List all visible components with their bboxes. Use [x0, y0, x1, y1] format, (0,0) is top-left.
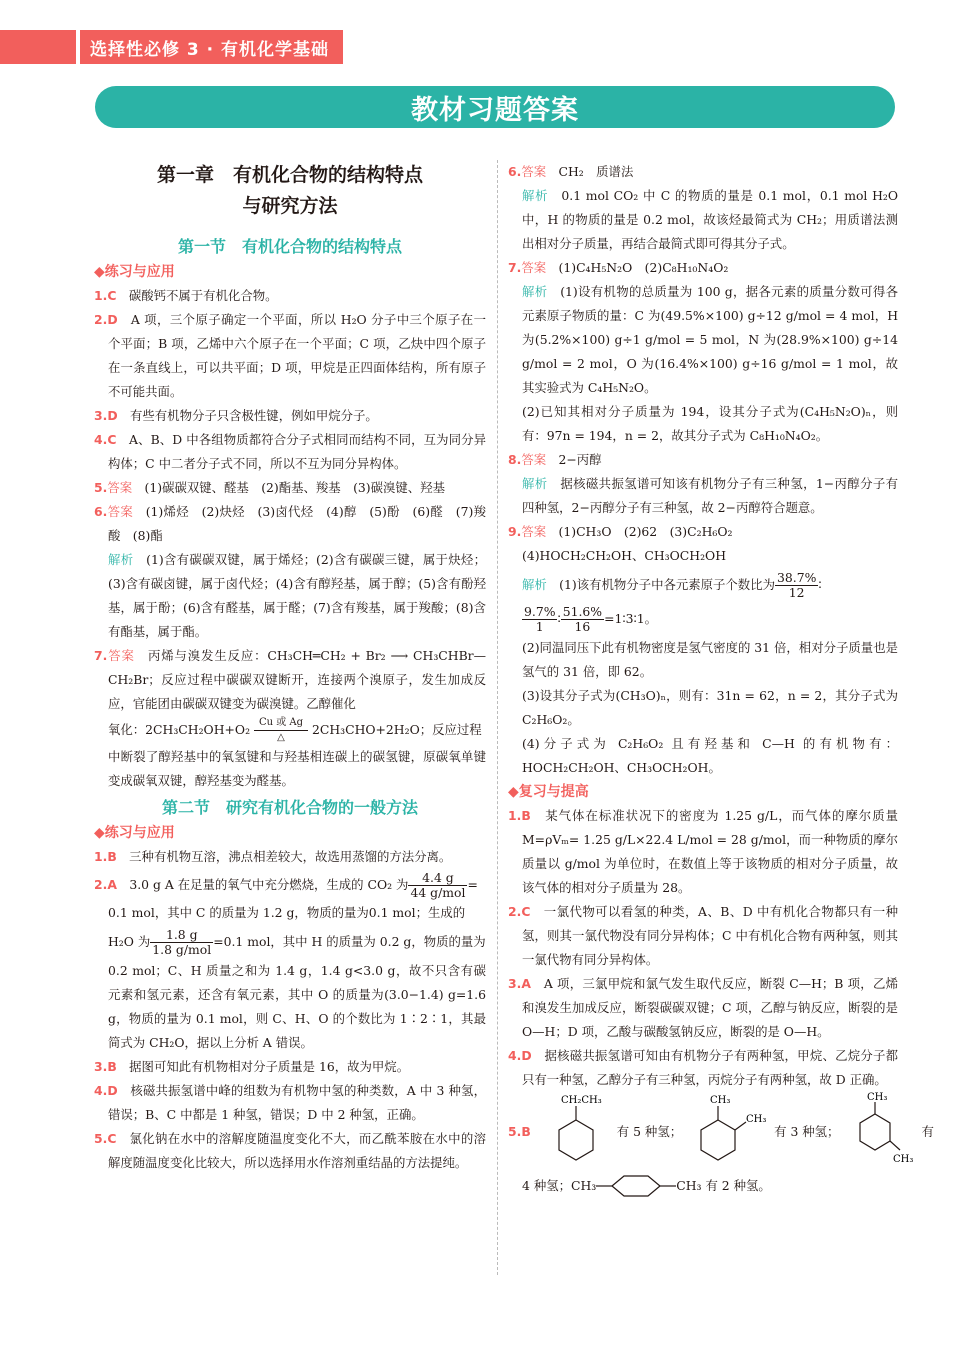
fraction-denominator: 1.8 g/mol [152, 942, 212, 957]
reaction-condition [254, 716, 308, 745]
answer-b2-line3 [94, 925, 486, 959]
answer-number: 3.D [94, 408, 118, 423]
benzene-ring [701, 1120, 735, 1160]
answer-tag: 答案 [521, 452, 547, 467]
answer-c8-explanation [508, 472, 898, 520]
fraction-denominator: 12 [788, 585, 805, 600]
substituent-label: CH₃ [867, 1092, 888, 1103]
answer-2 [94, 308, 486, 404]
answer-text: 一氯代物可以看氢的种类，A、B、D 中有机化合物都只有一种氢，则其一氯代物没有同分异构体；C 中有机化合物有两种氢，则其一氯代物有同分异构体。 [522, 904, 898, 967]
answer-text: (1)CH₃O (2)62 (3)C₂H₆O₂ [558, 524, 733, 539]
chapter-title-line2: 与研究方法 [242, 195, 338, 217]
answer-tag: 答案 [107, 480, 133, 495]
fraction-co2 [408, 871, 467, 900]
answer-b4 [94, 1079, 486, 1127]
book-title: 选择性必修 3 · 有机化学基础 [90, 39, 330, 60]
structure-note: 有 3 种氢； [774, 1124, 840, 1139]
ratio-result: =1∶3∶1。 [604, 611, 657, 626]
structure-note: CH₃ 有 2 种氢。 [676, 1178, 771, 1193]
explanation-tag: 解析 [522, 577, 547, 592]
answer-tag: 答案 [107, 504, 134, 519]
title-banner [95, 86, 895, 128]
fraction-c [775, 571, 818, 600]
answer-c6 [508, 160, 898, 184]
fraction-denominator: 1 [535, 619, 544, 634]
bond [890, 1141, 900, 1150]
benzene-ring [860, 1114, 890, 1150]
answer-c9-ratio [508, 602, 898, 636]
answer-3 [94, 404, 486, 428]
answer-6-explanation [94, 548, 486, 644]
benzene-ring [612, 1176, 660, 1196]
fraction-numerator: 38.7% [776, 570, 817, 585]
answer-number: 3.A [508, 976, 531, 991]
ratio-colon: ∶ [818, 577, 822, 592]
column-divider [497, 160, 498, 1275]
answer-1 [94, 284, 486, 308]
answer-tag: 答案 [107, 648, 135, 663]
answer-d5-tail [508, 1172, 898, 1200]
fraction-numerator: 9.7% [524, 604, 556, 619]
bond [735, 1122, 746, 1130]
answer-text: 3.0 g A 在足量的氧气中充分燃烧，生成的 CO₂ 为 [129, 877, 409, 892]
reaction-right: 2CH₃CHO+2H₂O；反应过程 [311, 722, 482, 737]
answer-b2 [94, 869, 486, 901]
answer-b3 [94, 1055, 486, 1079]
answer-7 [94, 644, 486, 716]
fraction-numerator: 51.6% [562, 604, 603, 619]
answer-text: A 项，三氯甲烷和氯气发生取代反应，断裂 C—H；B 项，乙烯和溴发生加成反应，断裂碳碳双键；C 项，乙醇与钠反应，断裂的是 O—H；D 项，乙酸与碳酸氢钠反应，断裂的是 O—H。 [522, 976, 899, 1039]
answer-7-reaction [94, 716, 486, 745]
answer-7-tail: 中断裂了醇羟基中的氧氢键和与羟基相连碳上的碳氢键，原碳氧单键变成碳氧双键，醇羟基变为醛基。 [108, 749, 486, 788]
answer-text: 据图可知此有机物相对分子质量是 16，故为甲烷。 [129, 1059, 410, 1074]
answer-tag: 答案 [521, 260, 547, 275]
answer-d2 [508, 900, 898, 972]
benzene-ring [559, 1120, 593, 1160]
answer-d1 [508, 804, 898, 900]
answer-c9-exp2: (2)同温同压下此有机物密度是氢气密度的 31 倍，相对分子质量也是氢气的 31 倍，即 62。 [522, 640, 898, 679]
explanation-text: (1)设有机物的总质量为 100 g，据各元素的质量分数可得各元素原子物质的量：C 为(49.5%×100) g÷12 g/mol = 4 mol，H 为(5.2%×100) g÷1 g/mol = 5 mol，N 为(28.9%×100) g÷14 g/mol = 2 mol，O 为(16.4%×100) g÷16 g/mol = 1 mol，故其实验式为 C₄H₅N₂O。 [522, 284, 899, 395]
substituent-label: CH₃ [710, 1095, 731, 1106]
answer-text: A 项，三个原子确定一个平面，所以 H₂O 分子中三个原子在一个平面；B 项，乙烯中六个原子在一个平面；C 项，乙炔中四个原子在一条直线上，可以共平面；D 项，甲烷是正四面体结构，所有原子不可能共面。 [108, 312, 487, 399]
explanation-tag: 解析 [522, 476, 548, 491]
fraction-h [522, 605, 557, 634]
answer-d5-structures [508, 1092, 934, 1172]
o-xylene-structure [688, 1092, 768, 1172]
section2-title: 第二节 研究有机化合物的一般方法 [161, 798, 418, 817]
section1-title: 第一节 有机化合物的结构特点 [177, 237, 402, 256]
answer-number: 2.A [94, 877, 117, 892]
answer-4 [94, 428, 486, 476]
substituent-label: CH₂CH₃ [560, 1095, 602, 1106]
equals-sign: = [467, 877, 478, 892]
answer-number: 4.D [94, 1083, 118, 1098]
answer-number: 5. [94, 480, 108, 495]
answer-c7-explanation [508, 280, 898, 400]
condition-catalyst: Cu 或 Ag [254, 716, 308, 731]
answer-number: 8. [508, 452, 522, 467]
answer-b1 [94, 845, 486, 869]
structure-note: 有 5 种氢； [616, 1124, 683, 1139]
answer-number: 2.D [94, 312, 118, 327]
answer-number: 5.B [508, 1124, 531, 1139]
answer-text: 三种有机物互溶，沸点相差较大，故选用蒸馏的方法分离。 [129, 849, 452, 864]
answer-c9-exp3: (3)设其分子式为(CH₃O)ₙ，则有：31n = 62，n = 2，其分子式为 C₂H₆O₂。 [522, 688, 898, 727]
reaction-left: 氧化：2CH₃CH₂OH+O₂ [108, 722, 251, 737]
explanation-tag: 解析 [522, 284, 548, 299]
answer-number: 7. [508, 260, 522, 275]
explanation-text: (1)该有机物分子中各元素原子个数比为 [559, 577, 775, 592]
answer-text: 有些有机物分子只含极性键，例如甲烷分子。 [130, 408, 378, 423]
answer-text: 据核磁共振氢谱可知由有机物分子有两种氢，甲烷、乙烷分子都只有一种氢，乙醇分子有三种氢，丙烷分子有两种氢，故 D 正确。 [522, 1048, 899, 1087]
answer-text: H₂O 为 [108, 934, 151, 949]
answer-text: (1)C₄H₅N₂O (2)C₈H₁₀N₄O₂ [558, 260, 729, 275]
ratio-colon: ∶ [557, 611, 561, 626]
condition-heat: △ [277, 732, 285, 743]
ethylbenzene-structure [541, 1092, 611, 1172]
fraction-o [561, 605, 604, 634]
answer-c9-exp4: (4)分子式为 C₂H₆O₂ 且有羟基和 C—H 的有机物有：HOCH₂CH₂OH、CH₃OCH₂OH。 [522, 736, 898, 775]
answer-c7 [508, 256, 898, 280]
chapter-title-line1: 第一章 有机化合物的结构特点 [156, 164, 423, 186]
answer-number: 1.C [94, 288, 117, 303]
answer-tag: 答案 [521, 164, 547, 179]
fraction-h2o [150, 928, 213, 957]
answer-number: 5.C [94, 1131, 117, 1146]
answer-text: (1)碳碳双键、醛基 (2)酯基、羧基 (3)碳溴键、羟基 [144, 480, 445, 495]
answer-number: 1.B [94, 849, 117, 864]
header-bar [0, 30, 343, 64]
explanation-tag: 解析 [108, 552, 134, 567]
answer-text: 氯化钠在水中的溶解度随温度变化不大，而乙酰苯胺在水中的溶解度随温度变化比较大，所以选择用水作溶剂重结晶的方法提纯。 [108, 1131, 487, 1170]
answer-number: 4.D [508, 1048, 532, 1063]
answer-c8 [508, 448, 898, 472]
answer-number: 6. [94, 504, 108, 519]
answer-text: 某气体在标准状况下的密度为 1.25 g/L，而气体的摩尔质量 M=ρVₘ= 1.25 g/L×22.4 L/mol = 28 g/mol，而一种物质的摩尔质量以 g/mol 为单位时，在数值上等于该物质的相对分子质量，故该气体的相对分子质量为 28。 [522, 808, 899, 895]
practice2-heading: ◆练习与应用 [94, 825, 175, 841]
fraction-numerator: 4.4 g [408, 871, 467, 886]
answer-text: 2−丙醇 [558, 452, 602, 467]
banner-title: 教材习题答案 [411, 94, 579, 126]
answer-number: 9. [508, 524, 522, 539]
explanation-text: (1)含有碳碳双键，属于烯烃；(2)含有碳碳三键，属于炔烃；(3)含有碳卤键，属于卤代烃；(4)含有醇羟基，属于醇；(5)含有酚羟基，属于酚；(6)含有醛基，属于醛；(7)含有羧基，属于羧酸；(8)含有酯基，属于酯。 [108, 552, 487, 639]
answer-d4 [508, 1044, 898, 1092]
answer-c9 [508, 520, 898, 544]
answer-number: 6. [508, 164, 522, 179]
answer-b2-line4: 0.2 mol；C、H 质量之和为 1.4 g，1.4 g<3.0 g，故不只含有碳元素和氢元素，还含有氧元素，其中 O 的质量为(3.0−1.4) g=1.6 g，物质的量为 0.1 mol，则 C、H、O 的个数比为 1∶2∶1，其最简式为 CH₂O，据以上分析 A 错误。 [108, 963, 486, 1050]
answer-number: 2.C [508, 904, 531, 919]
left-column [94, 160, 486, 1175]
answer-c7-explanation-2: (2)已知其相对分子质量为 194，设其分子式为(C₄H₅N₂O)ₙ，则有：97n = 194，n = 2，故其分子式为 C₈H₁₀N₄O₂。 [522, 404, 898, 443]
answer-c9-explanation [508, 568, 898, 602]
explanation-text: 据核磁共振氢谱可知该有机物分子有三种氢，1−丙醇分子有四种氢，2−丙醇分子有三种氢，故 2−丙醇符合题意。 [522, 476, 899, 515]
structure-note: 4 种氢；CH₃ [522, 1178, 597, 1193]
answer-text: A、B、D 中各组物质都符合分子式相同而结构不同，互为同分异构体；C 中二者分子式不同，所以不互为同分异构体。 [108, 432, 487, 471]
answer-text: 核磁共振氢谱中峰的组数为有机物中氢的种类数，A 中 3 种氢，错误；B、C 中都是 1 种氢，错误；D 中 2 种氢，正确。 [108, 1083, 487, 1122]
p-xylene-structure [596, 1172, 676, 1200]
answer-text: =0.1 mol，其中 H 的质量为 0.2 g，物质的量为 [213, 934, 486, 949]
explanation-tag: 解析 [522, 188, 549, 203]
review-heading: ◆复习与提高 [508, 784, 589, 800]
m-xylene-structure [845, 1092, 915, 1172]
answer-text: 丙烯与溴发生反应：CH₃CH═CH₂ + Br₂ ⟶ CH₃CHBr—CH₂Br；反应过程中碳碳双键断开，连接两个溴原子，发生加成反应，官能团由碳碳双键变为碳溴键。乙醇催化 [108, 648, 486, 711]
answer-5 [94, 476, 486, 500]
answer-number: 3.B [94, 1059, 117, 1074]
explanation-text: 0.1 mol CO₂ 中 C 的物质的量是 0.1 mol，0.1 mol H₂O 中，H 的物质的量是 0.2 mol，故该烃最简式为 CH₂；用质谱法测出相对分子质量，再结合最简式即可得其分子式。 [522, 188, 899, 251]
answer-d3 [508, 972, 898, 1044]
fraction-denominator: 44 g/mol [410, 885, 466, 900]
chapter-title [94, 160, 486, 222]
answer-number: 1.B [508, 808, 531, 823]
answer-tag: 答案 [521, 524, 547, 539]
practice1-heading: ◆练习与应用 [94, 264, 175, 280]
fraction-denominator: 16 [574, 619, 591, 634]
answer-text: 碳酸钙不属于有机化合物。 [128, 288, 278, 303]
header-divider [76, 30, 80, 64]
answer-text: CH₂ 质谱法 [558, 164, 634, 179]
answer-b5 [94, 1127, 486, 1175]
answer-b2-line2: 0.1 mol，其中 C 的质量为 1.2 g，物质的量为0.1 mol；生成的 [108, 905, 466, 920]
answer-c9-part4: (4)HOCH₂CH₂OH、CH₃OCH₂OH [522, 548, 727, 563]
right-column [508, 160, 934, 1200]
answer-c6-explanation [508, 184, 898, 256]
substituent-label: CH₃ [893, 1154, 914, 1165]
answer-number: 7. [94, 648, 108, 663]
substituent-label: CH₃ [746, 1114, 767, 1125]
structure-note: 有 [921, 1124, 934, 1139]
answer-number: 4.C [94, 432, 117, 447]
answer-6 [94, 500, 486, 548]
answer-text: (1)烯烃 (2)炔烃 (3)卤代烃 (4)醇 (5)酚 (6)醛 (7)羧酸 (8)酯 [108, 504, 486, 543]
fraction-numerator: 1.8 g [150, 928, 213, 943]
